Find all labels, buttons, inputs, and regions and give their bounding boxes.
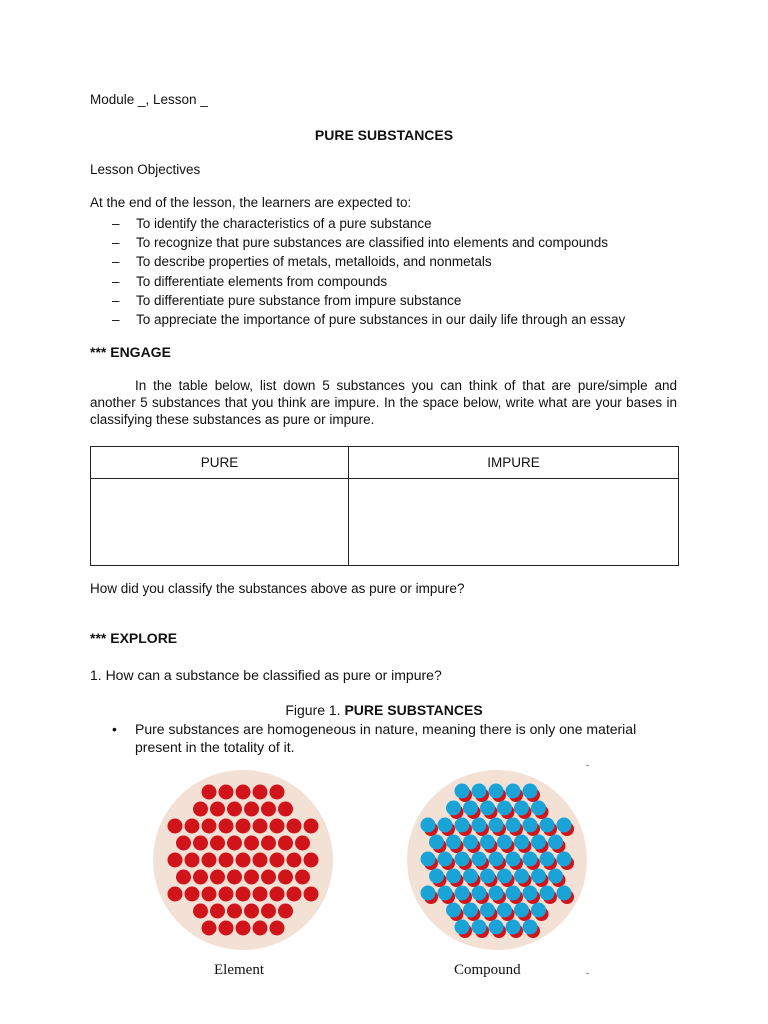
element-atom — [202, 853, 217, 868]
element-atom — [227, 904, 242, 919]
compound-atom-blue — [446, 801, 461, 816]
dash-bullet: – — [112, 311, 120, 327]
element-atom — [185, 887, 200, 902]
element-atom — [261, 836, 276, 851]
compound-atom-blue — [446, 869, 461, 884]
objective-text: To identify the characteristics of a pure substance — [136, 216, 432, 231]
compound-atom-blue — [540, 818, 555, 833]
element-atom — [219, 853, 234, 868]
element-atom — [304, 819, 319, 834]
element-atom — [261, 802, 276, 817]
dash-bullet: – — [112, 254, 120, 270]
compound-atom-blue — [557, 852, 572, 867]
element-atom — [253, 921, 268, 936]
compound-atom-blue — [548, 869, 563, 884]
compound-atom-blue — [438, 852, 453, 867]
compound-atom-blue — [455, 818, 470, 833]
element-atom — [202, 921, 217, 936]
element-atom — [287, 819, 302, 834]
element-atom — [304, 887, 319, 902]
compound-atom-blue — [531, 903, 546, 918]
compound-atom-blue — [421, 852, 436, 867]
element-atom — [185, 819, 200, 834]
compound-atom-blue — [480, 801, 495, 816]
table-row — [91, 479, 679, 566]
objective-item — [112, 310, 625, 329]
element-atom — [295, 870, 310, 885]
document-title: PURE SUBSTANCES — [314, 127, 454, 143]
element-atom — [278, 802, 293, 817]
figure-caption — [0, 702, 768, 718]
compound-atom-blue — [506, 886, 521, 901]
figure-caption-title: PURE SUBSTANCES — [344, 702, 483, 718]
element-atom — [236, 853, 251, 868]
compound-atom-blue — [540, 886, 555, 901]
element-atom — [227, 802, 242, 817]
element-atom — [193, 904, 208, 919]
objectives-heading: Lesson Objectives — [90, 162, 201, 177]
element-atom — [244, 802, 259, 817]
bullet-icon: • — [112, 721, 117, 737]
compound-atom-blue — [557, 886, 572, 901]
element-atom — [227, 836, 242, 851]
explore-heading: *** EXPLORE — [90, 630, 178, 646]
compound-atom-blue — [497, 835, 512, 850]
compound-atom-blue — [514, 835, 529, 850]
element-atom — [210, 836, 225, 851]
objective-text: To recognize that pure substances are classified into elements and compounds — [136, 235, 609, 251]
element-atom — [168, 887, 183, 902]
element-atom — [253, 853, 268, 868]
compound-atom-blue — [463, 903, 478, 918]
table-header-row — [91, 447, 679, 479]
compound-atom-blue — [489, 784, 504, 799]
element-atom — [278, 870, 293, 885]
element-atom — [193, 836, 208, 851]
element-atom — [244, 904, 259, 919]
compound-atom-blue — [548, 835, 563, 850]
dash-bullet: – — [112, 292, 120, 308]
element-atom — [295, 836, 310, 851]
element-atom — [227, 870, 242, 885]
compound-atom-blue — [472, 784, 487, 799]
objective-item — [112, 252, 625, 271]
element-atom — [176, 870, 191, 885]
compound-atom-blue — [557, 818, 572, 833]
element-atom — [278, 904, 293, 919]
module-lesson-line: Module _, Lesson _ — [90, 92, 208, 107]
figure-caption-prefix: Figure 1. — [285, 702, 345, 718]
compound-atom-blue — [463, 801, 478, 816]
element-atom — [219, 819, 234, 834]
objective-text: To appreciate the importance of pure substances in our daily life through an essay — [136, 311, 626, 327]
compound-atom-blue — [421, 818, 436, 833]
objective-text: To describe properties of metals, metalloids, and nonmetals — [136, 254, 492, 270]
compound-atom-blue — [506, 818, 521, 833]
objective-item — [112, 272, 625, 291]
compound-atom-blue — [438, 818, 453, 833]
compound-atom-blue — [540, 852, 555, 867]
compound-atom-blue — [480, 869, 495, 884]
element-atom — [219, 785, 234, 800]
element-atom — [202, 887, 217, 902]
objectives-list — [112, 214, 625, 329]
bullet-point — [112, 721, 682, 756]
element-atom — [253, 819, 268, 834]
element-atom — [202, 819, 217, 834]
element-atom — [270, 887, 285, 902]
objective-item — [112, 233, 625, 252]
element-atom — [253, 785, 268, 800]
element-atom — [185, 853, 200, 868]
compound-atom-blue — [455, 784, 470, 799]
element-atom — [270, 819, 285, 834]
compound-atom-blue — [455, 920, 470, 935]
compound-atom-blue — [514, 903, 529, 918]
compound-atom-blue — [489, 818, 504, 833]
compound-atom-blue — [472, 886, 487, 901]
compound-atom-blue — [438, 886, 453, 901]
compound-atom-blue — [514, 801, 529, 816]
element-atom — [168, 819, 183, 834]
compound-atom-blue — [531, 835, 546, 850]
bullet-text: Pure substances are homogeneous in nature, meaning there is only one material present in the totality of it. — [135, 721, 637, 755]
element-atom — [168, 853, 183, 868]
compound-atom-blue — [514, 869, 529, 884]
compound-atom-blue — [446, 835, 461, 850]
compound-atom-blue — [497, 903, 512, 918]
pure-answer-cell[interactable] — [91, 479, 349, 566]
compound-atom-blue — [472, 852, 487, 867]
stray-mark: - — [586, 968, 589, 978]
element-atom — [202, 785, 217, 800]
element-atom — [244, 870, 259, 885]
pure-impure-table — [90, 446, 679, 566]
compound-atom-blue — [506, 784, 521, 799]
table-header-impure: IMPURE — [349, 447, 679, 479]
element-atom — [236, 785, 251, 800]
element-atom — [270, 785, 285, 800]
dash-bullet: – — [112, 273, 120, 289]
compound-atom-blue — [531, 801, 546, 816]
compound-atom-blue — [523, 784, 538, 799]
compound-atom-blue — [497, 869, 512, 884]
classification-question: How did you classify the substances above as pure or impure? — [90, 581, 465, 596]
compound-atom-blue — [523, 886, 538, 901]
element-atom — [287, 853, 302, 868]
dash-bullet: – — [112, 235, 120, 251]
element-atom — [219, 921, 234, 936]
element-atom — [210, 870, 225, 885]
compound-atom-blue — [523, 818, 538, 833]
objective-item — [112, 214, 625, 233]
compound-atom-blue — [523, 920, 538, 935]
element-atom — [244, 836, 259, 851]
compound-atom-blue — [489, 920, 504, 935]
element-label: Element — [214, 962, 264, 978]
compound-atom-blue — [506, 852, 521, 867]
element-atom — [270, 921, 285, 936]
compound-atom-blue — [472, 818, 487, 833]
impure-answer-cell[interactable] — [349, 479, 679, 566]
element-atom — [287, 887, 302, 902]
element-atom — [278, 836, 293, 851]
engage-paragraph: In the table below, list down 5 substances you can think of that are pure/simple and another 5 substances that you think are impure. In the space below, write what are your bases in classifying these substances as pure or impure. — [90, 378, 677, 427]
compound-atom-blue — [480, 835, 495, 850]
element-atom — [219, 887, 234, 902]
compound-atom-blue — [489, 886, 504, 901]
element-atom — [261, 904, 276, 919]
compound-atom-blue — [472, 920, 487, 935]
objective-text: To differentiate elements from compounds — [136, 273, 388, 289]
element-atom — [210, 802, 225, 817]
element-atom — [176, 836, 191, 851]
compound-atom-blue — [523, 852, 538, 867]
particle-diagram — [140, 760, 600, 960]
compound-atom-blue — [463, 835, 478, 850]
element-atom — [236, 921, 251, 936]
element-atom — [236, 819, 251, 834]
objectives-intro: At the end of the lesson, the learners are expected to: — [90, 195, 412, 210]
compound-atom-blue — [429, 869, 444, 884]
element-atom — [210, 904, 225, 919]
element-atom — [236, 887, 251, 902]
compound-atom-blue — [455, 886, 470, 901]
element-atom — [193, 802, 208, 817]
element-atom — [253, 887, 268, 902]
compound-atom-blue — [489, 852, 504, 867]
compound-atom-blue — [463, 869, 478, 884]
compound-atom-blue — [446, 903, 461, 918]
explore-question-1: 1. How can a substance be classified as pure or impure? — [90, 667, 442, 683]
dash-bullet: – — [112, 216, 120, 231]
objective-text: To differentiate pure substance from impure substance — [136, 292, 462, 308]
compound-atom-blue — [480, 903, 495, 918]
stray-mark: - — [586, 760, 589, 770]
compound-atom-blue — [531, 869, 546, 884]
compound-atom-blue — [455, 852, 470, 867]
element-atom — [261, 870, 276, 885]
objective-item — [112, 291, 625, 310]
compound-label: Compound — [454, 962, 521, 978]
compound-atom-blue — [506, 920, 521, 935]
element-atom — [193, 870, 208, 885]
table-header-pure: PURE — [91, 447, 349, 479]
compound-atom-blue — [497, 801, 512, 816]
element-atom — [270, 853, 285, 868]
compound-atom-blue — [429, 835, 444, 850]
engage-heading: *** ENGAGE — [90, 344, 171, 360]
element-atom — [304, 853, 319, 868]
compound-atom-blue — [421, 886, 436, 901]
